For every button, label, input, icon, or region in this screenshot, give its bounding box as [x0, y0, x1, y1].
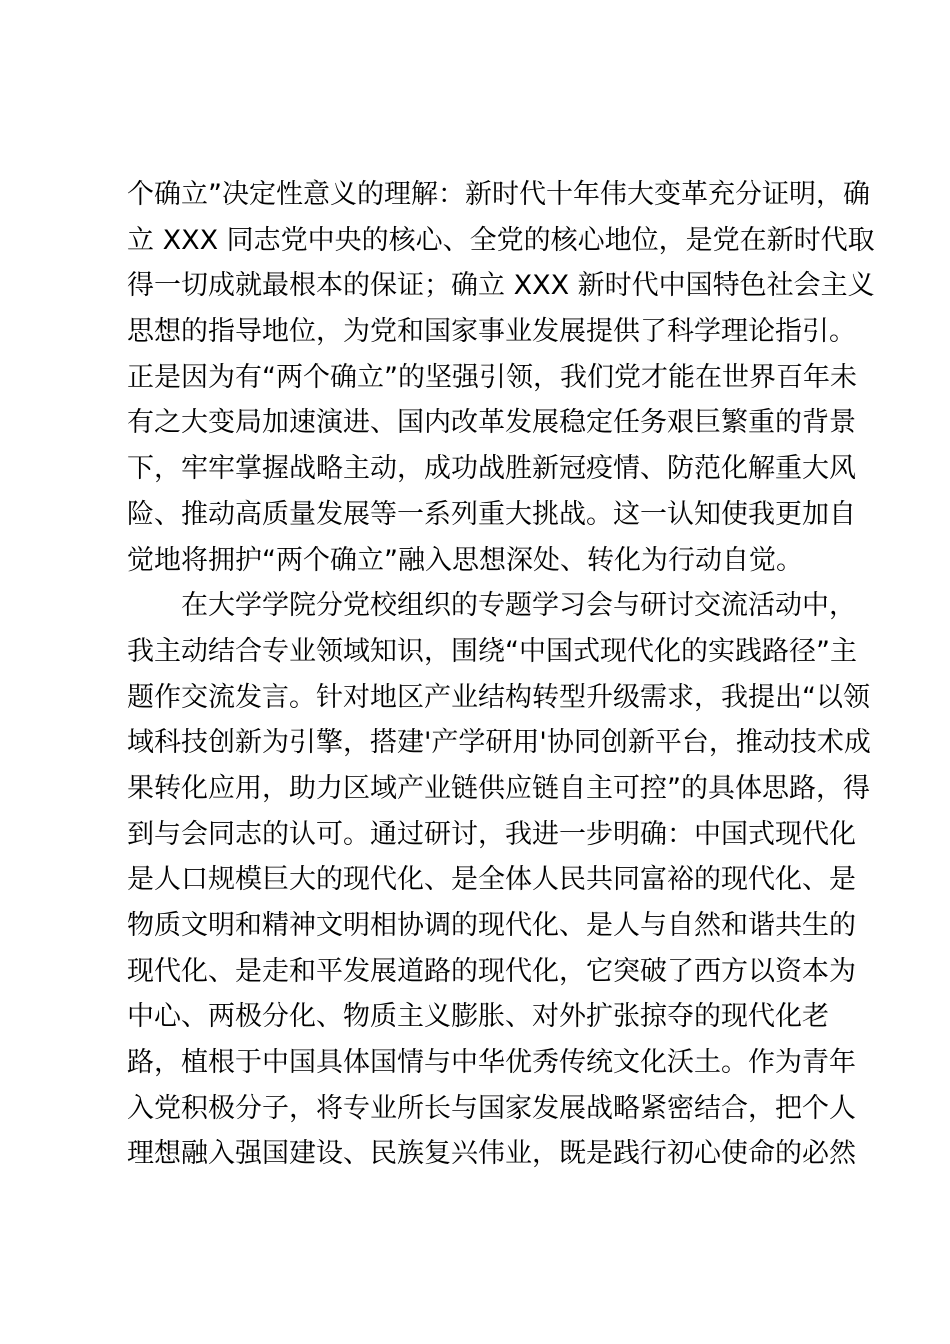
text-line-9: 觉地将拥护“两个确立”融入思想深处、转化为行动自觉。: [127, 544, 803, 576]
text-line-12: 题作交流发言。针对地区产业结构转型升级需求，我提出“以领: [127, 681, 870, 713]
text-line-3: 得一切成就最根本的保证；确立 XXX 新时代中国特色社会主义: [127, 270, 875, 302]
text-line-21: 入党积极分子，将专业所长与国家发展战略紧密结合，把个人: [127, 1092, 856, 1124]
text-line-7: 下，牢牢掌握战略主动，成功战胜新冠疫情、防范化解重大风: [127, 453, 856, 485]
text-line-5: 正是因为有“两个确立”的坚强引领，我们党才能在世界百年未: [127, 361, 857, 393]
text-line-1: 个确立”决定性意义的理解：新时代十年伟大变革充分证明，确: [127, 179, 870, 210]
text-line-4: 思想的指导地位，为党和国家事业发展提供了科学理论指引。: [127, 316, 856, 348]
text-line-20: 路，植根于中国具体国情与中华优秀传统文化沃土。作为青年: [127, 1047, 856, 1079]
text-line-19: 中心、两极分化、物质主义膨胀、对外扩张掠夺的现代化老: [127, 1001, 829, 1033]
text-line-10: 在大学学院分党校组织的专题学习会与研讨交流活动中，: [127, 590, 856, 622]
text-line-13: 域科技创新为引擎，搭建'产学研用'协同创新平台，推动技术成: [127, 727, 871, 759]
text-line-18: 现代化、是走和平发展道路的现代化，它突破了西方以资本为: [127, 955, 856, 987]
text-line-15: 到与会同志的认可。通过研讨，我进一步明确：中国式现代化: [127, 818, 856, 850]
text-line-2: 立 XXX 同志党中央的核心、全党的核心地位，是党在新时代取: [127, 224, 875, 256]
text-line-11: 我主动结合专业领域知识，围绕“中国式现代化的实践路径”主: [127, 635, 857, 667]
text-line-17: 物质文明和精神文明相协调的现代化、是人与自然和谐共生的: [127, 910, 856, 941]
text-line-6: 有之大变局加速演进、国内改革发展稳定任务艰巨繁重的背景: [127, 407, 856, 439]
body-text: [127, 172, 875, 1177]
text-line-22: 理想融入强国建设、民族复兴伟业，既是践行初心使命的必然: [127, 1138, 856, 1170]
text-line-16: 是人口规模巨大的现代化、是全体人民共同富裕的现代化、是: [127, 864, 856, 896]
text-line-8: 险、推动高质量发展等一系列重大挑战。这一认知使我更加自: [127, 498, 856, 530]
text-line-14: 果转化应用，助力区域产业链供应链自主可控”的具体思路，得: [127, 772, 870, 804]
